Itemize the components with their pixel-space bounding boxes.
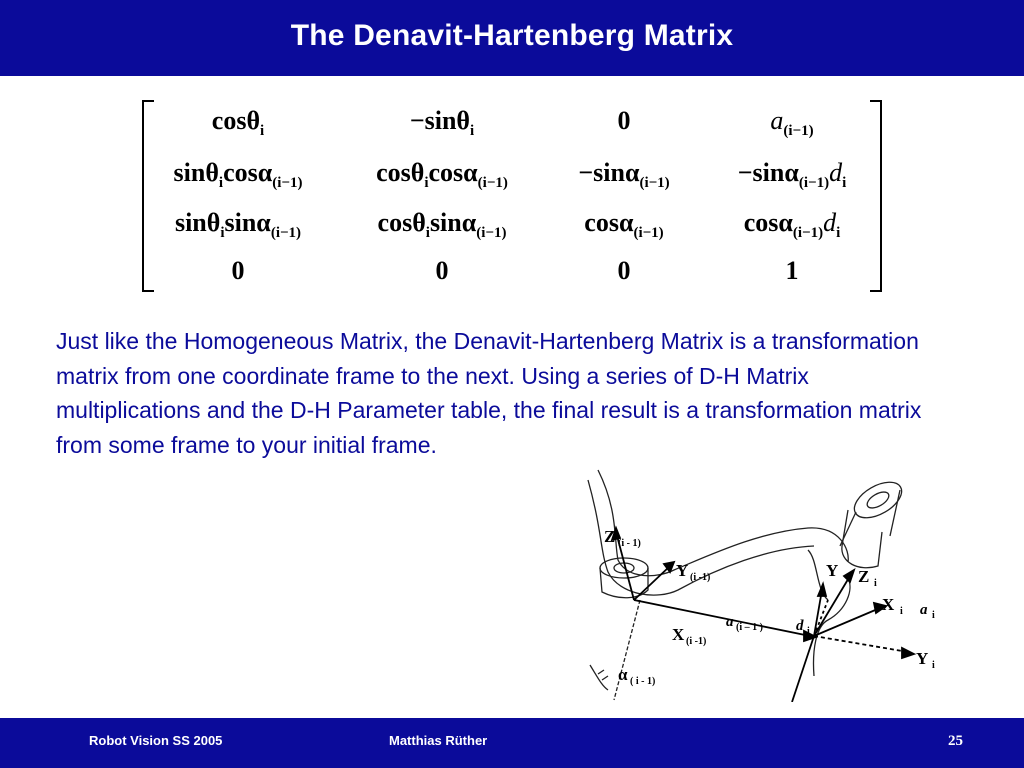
matrix-cell-r2-c4: $-\sin\alpha_{(i-1)}d_i$ <box>737 158 847 192</box>
label-y-near: Y <box>826 561 839 580</box>
matrix-cell-r3-c3: cosα$_{(i-1)}$ <box>584 208 664 242</box>
footer-course: Robot Vision SS 2005 <box>89 733 223 748</box>
label-x-i: X <box>882 595 895 614</box>
label-z-i: Z <box>858 567 870 586</box>
label-y-i-sub: i <box>932 660 935 671</box>
label-z-prev-sub: (i - 1) <box>618 538 641 549</box>
label-z-i-sub: i <box>874 578 877 589</box>
footer-author: Matthias Rüther <box>389 733 488 748</box>
label-a-i: a <box>920 602 928 618</box>
label-x-prev: X <box>672 625 685 644</box>
label-x-i-sub: i <box>900 606 903 617</box>
matrix-cell-r2-c2: cosθ$_i$cosα$_{(i-1)}$ <box>376 158 508 192</box>
footer-bar <box>0 718 1024 768</box>
matrix-cell-r4-c3: 0 <box>617 256 631 285</box>
label-y-i: Y <box>916 649 929 668</box>
matrix-cell-r3-c4: $\cos\alpha_{(i-1)}d_i$ <box>743 208 841 242</box>
label-d-i: d <box>796 618 804 634</box>
label-y-prev: Y <box>676 561 689 580</box>
label-d-i-sub: i <box>807 626 810 637</box>
matrix-cell-r1-c3: 0 <box>617 106 631 135</box>
label-x-prev-sub: (i -1) <box>686 636 707 647</box>
label-z-prev: Z <box>604 527 616 546</box>
label-alpha-prev: α <box>618 665 628 684</box>
matrix-cell-r3-c2: cosθ$_i$sinα$_{(i-1)}$ <box>377 208 507 242</box>
label-alpha-prev-sub: ( i - 1) <box>630 676 656 687</box>
robot-link-illustration <box>578 450 950 702</box>
matrix-cell-r4-c1: 0 <box>231 256 245 285</box>
matrix-cell-r1-c1: cosθ$_i$ <box>211 106 265 140</box>
label-a-prev-sub: (i – 1 ) <box>736 622 763 633</box>
body-text: Just like the Homogeneous Matrix, the Denavit-Hartenberg Matrix is a transformation matrix from one coordinate frame to the next. Using a series of D-H Matrix multiplications and the D-H Parameter table, the final result is a transformation matrix from some frame to your initial frame. <box>56 328 922 458</box>
dh-matrix <box>142 100 882 290</box>
matrix-cell-r4-c4: 1 <box>785 256 799 285</box>
matrix-cell-r2-c1: sinθ$_i$cosα$_{(i-1)}$ <box>173 158 303 192</box>
label-a-prev: a <box>726 614 734 630</box>
label-a-i-sub: i <box>932 610 935 621</box>
page-number: 25 <box>948 733 963 749</box>
matrix-cell-r2-c3: −sinα$_{(i-1)}$ <box>578 158 670 192</box>
matrix-cell-r1-c2: −sinθ$_i$ <box>409 106 475 140</box>
dh-frame-diagram <box>578 450 950 702</box>
label-y-prev-sub: (i -1) <box>690 572 711 583</box>
matrix-right-bracket <box>870 100 882 292</box>
matrix-left-bracket <box>142 100 154 292</box>
slide-title: The Denavit-Hartenberg Matrix <box>290 19 734 52</box>
matrix-cell-r4-c2: 0 <box>435 256 449 285</box>
matrix-cell-r1-c4: $a_{(i-1)}$ <box>770 106 814 140</box>
title-bar <box>0 0 1024 76</box>
matrix-cell-r3-c1: sinθ$_i$sinα$_{(i-1)}$ <box>174 208 302 242</box>
